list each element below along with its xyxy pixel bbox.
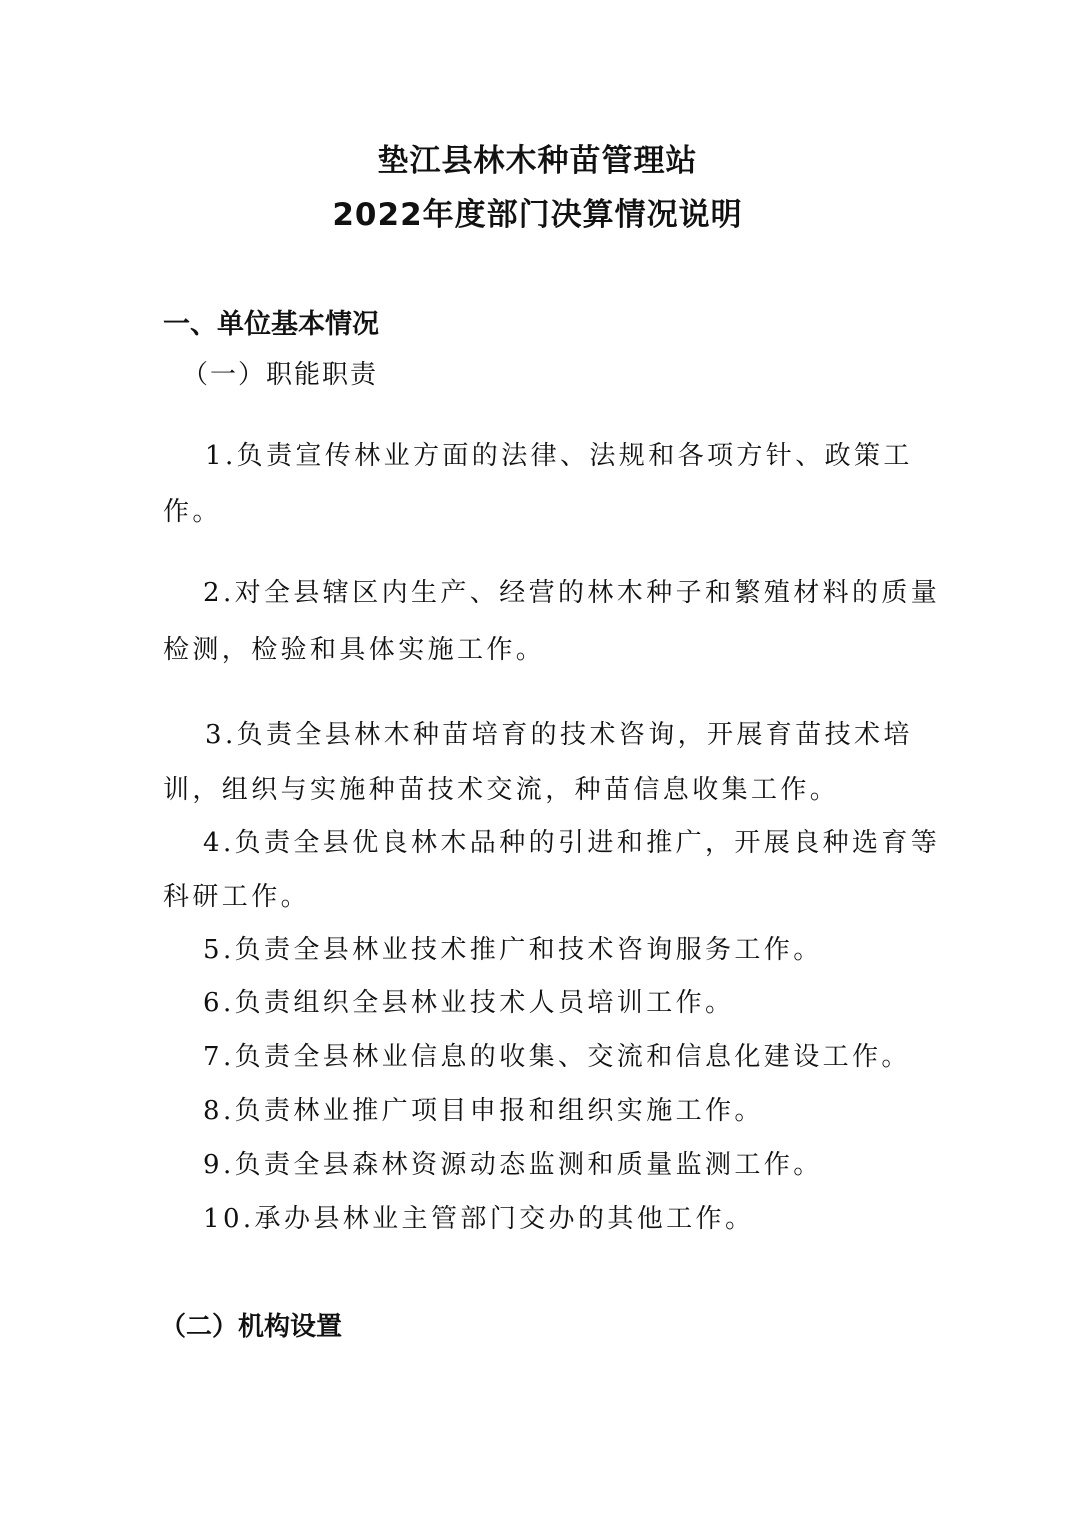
duty-item-9: 9.负责全县森林资源动态监测和质量监测工作。 xyxy=(203,1150,823,1180)
duty-item-3-line2: 训，组织与实施种苗技术交流，种苗信息收集工作。 xyxy=(163,775,840,805)
duty-item-3-line1: 3.负责全县林木种苗培育的技术咨询，开展育苗技术培 xyxy=(205,720,913,750)
duty-item-1-line1: 1.负责宣传林业方面的法律、法规和各项方针、政策工 xyxy=(205,441,913,471)
duty-item-10: 10.承办县林业主管部门交办的其他工作。 xyxy=(203,1204,755,1234)
document-title-line2: 2022年度部门决算情况说明 xyxy=(332,197,743,233)
duty-item-2-line2: 检测，检验和具体实施工作。 xyxy=(163,635,546,665)
duty-item-4-line1: 4.负责全县优良林木品种的引进和推广，开展良种选育等 xyxy=(203,828,941,858)
duty-item-4-line2: 科研工作。 xyxy=(163,882,311,912)
subsection-heading-organization: （二）机构设置 xyxy=(160,1312,343,1342)
duty-item-6: 6.负责组织全县林业技术人员培训工作。 xyxy=(203,988,735,1018)
duty-item-1-line2: 作。 xyxy=(163,497,222,527)
duty-item-8: 8.负责林业推广项目申报和组织实施工作。 xyxy=(203,1096,764,1126)
duty-item-2-line1: 2.对全县辖区内生产、经营的林木种子和繁殖材料的质量 xyxy=(203,578,941,608)
subsection-heading-duties: （一）职能职责 xyxy=(182,360,379,390)
section-heading-basic-info: 一、单位基本情况 xyxy=(163,309,379,340)
duty-item-7: 7.负责全县林业信息的收集、交流和信息化建设工作。 xyxy=(203,1042,911,1072)
duty-item-5: 5.负责全县林业技术推广和技术咨询服务工作。 xyxy=(203,935,823,965)
document-title-line1: 垫江县林木种苗管理站 xyxy=(377,143,698,179)
